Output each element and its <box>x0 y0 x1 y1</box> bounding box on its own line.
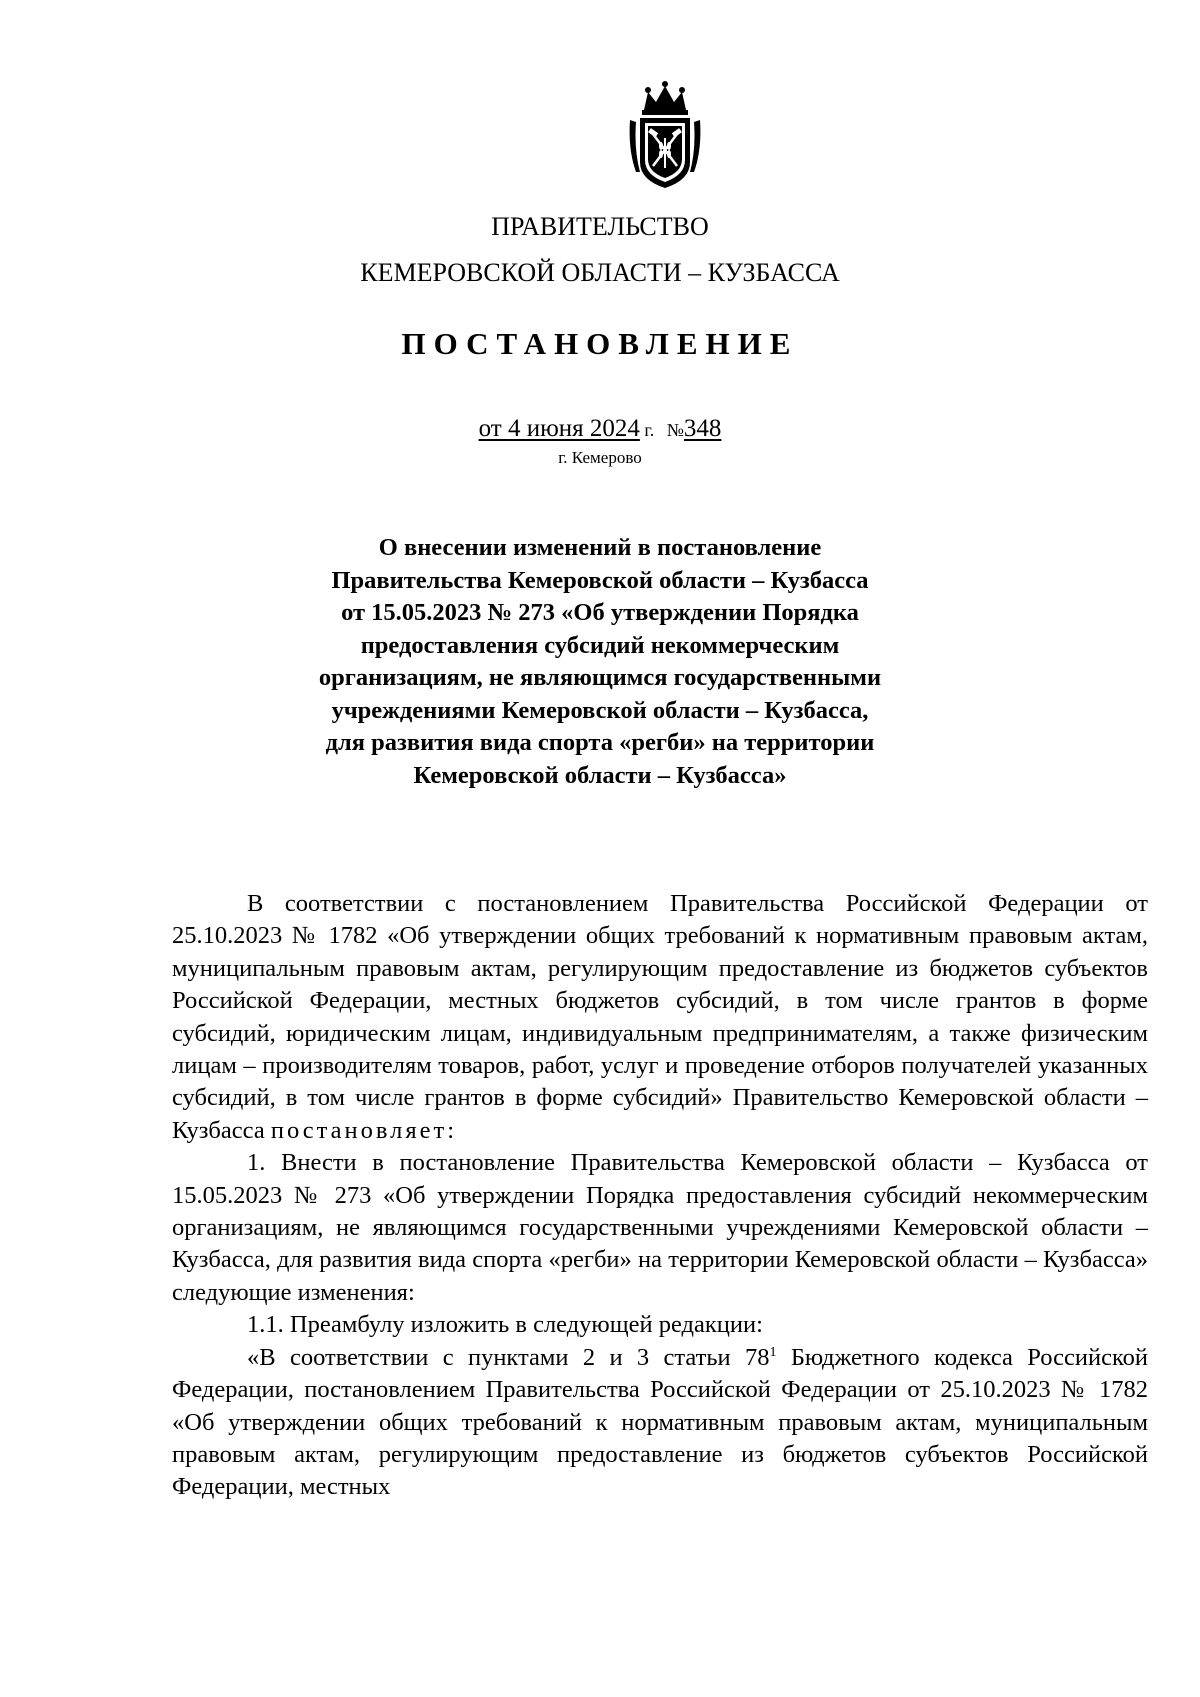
subject-line: организациям, не являющимся государственными <box>318 664 882 691</box>
article-superscript: 1 <box>769 1344 777 1360</box>
preamble-text: В соответствии с постановлением Правительства Российской Федерации от 25.10.2023 № 1782 «Об утверждении общих требований к нормативным правовым актам, муниципальным правовым актам, регулирующим предоставление из бюджетов субъектов Российской Федерации, местных бюджетов субсидий, в том числе грантов в форме субсидий, юридическим лицам, индивидуальным предпринимателям, а также физическим лицам – производителям товаров, работ, услуг и проведение отборов получателей указанных субсидий, в том числе грантов в форме субсидий» Правительство Кемеровской области – Кузбасса <box>172 890 1148 1144</box>
subject-line: Кемеровской области – Кузбасса» <box>413 761 787 789</box>
date-value <box>479 415 640 442</box>
subject-line: О внесении изменений в постановление <box>378 534 822 561</box>
body-paragraph-new-preamble <box>172 1342 1148 1504</box>
subject-line: от 15.05.2023 № 273 «Об утверждении Порядка <box>341 599 859 626</box>
body-paragraph-item1-1: 1.1. Преамбулу изложить в следующей редакции: <box>247 1311 763 1339</box>
date-prefix: от <box>478 415 508 442</box>
document-body <box>172 888 1148 1504</box>
subject-line: предоставления субсидий некоммерческим <box>360 631 840 659</box>
government-name-line1: ПРАВИТЕЛЬСТВО <box>491 212 709 241</box>
date-text: 4 июня 2024 <box>507 415 640 442</box>
number-sign: № <box>666 420 684 440</box>
date-number-line <box>0 414 1200 445</box>
coat-of-arms-emblem <box>626 80 704 192</box>
document-type-title: ПОСТАНОВЛЕНИЕ <box>401 326 799 361</box>
subject-line: Правительства Кемеровской области – Кузбасса <box>331 566 869 594</box>
subject-line: для развития вида спорта «регби» на территории <box>325 729 875 756</box>
new-preamble-rest: Бюджетного кодекса Российской Федерации, постановлением Правительства Российской Федерации от 25.10.2023 № 1782 «Об утверждении общих требований к нормативным правовым актам, муниципальным правовым актам, регулирующим предоставление из бюджетов субъектов Российской Федерации, местных <box>172 1343 1149 1501</box>
coat-of-arms-icon <box>626 80 704 192</box>
decree-word: постановляет: <box>270 1116 458 1144</box>
new-preamble-start: «В соответствии с пунктами 2 и 3 статьи 78 <box>247 1343 770 1371</box>
document-subject <box>300 532 900 792</box>
body-paragraph-item1: 1. Внести в постановление Правительства Кемеровской области – Кузбасса от 15.05.2023 № 273 «Об утверждении Порядка предоставления субсидий некоммерческим организациям, не являющимся государственными учреждениями Кемеровской области – Кузбасса, для развития вида спорта «регби» на территории Кемеровской области – Кузбасса» следующие изменения: <box>172 1149 1148 1306</box>
subject-line: учреждениями Кемеровской области – Кузбасса, <box>331 696 869 724</box>
city-name: г. Кемерово <box>558 448 642 467</box>
government-name-line2: КЕМЕРОВСКОЙ ОБЛАСТИ – КУЗБАССА <box>360 258 840 287</box>
document-number: 348 <box>683 415 722 442</box>
body-paragraph-preamble <box>172 888 1148 1147</box>
year-suffix: г. <box>639 420 655 440</box>
